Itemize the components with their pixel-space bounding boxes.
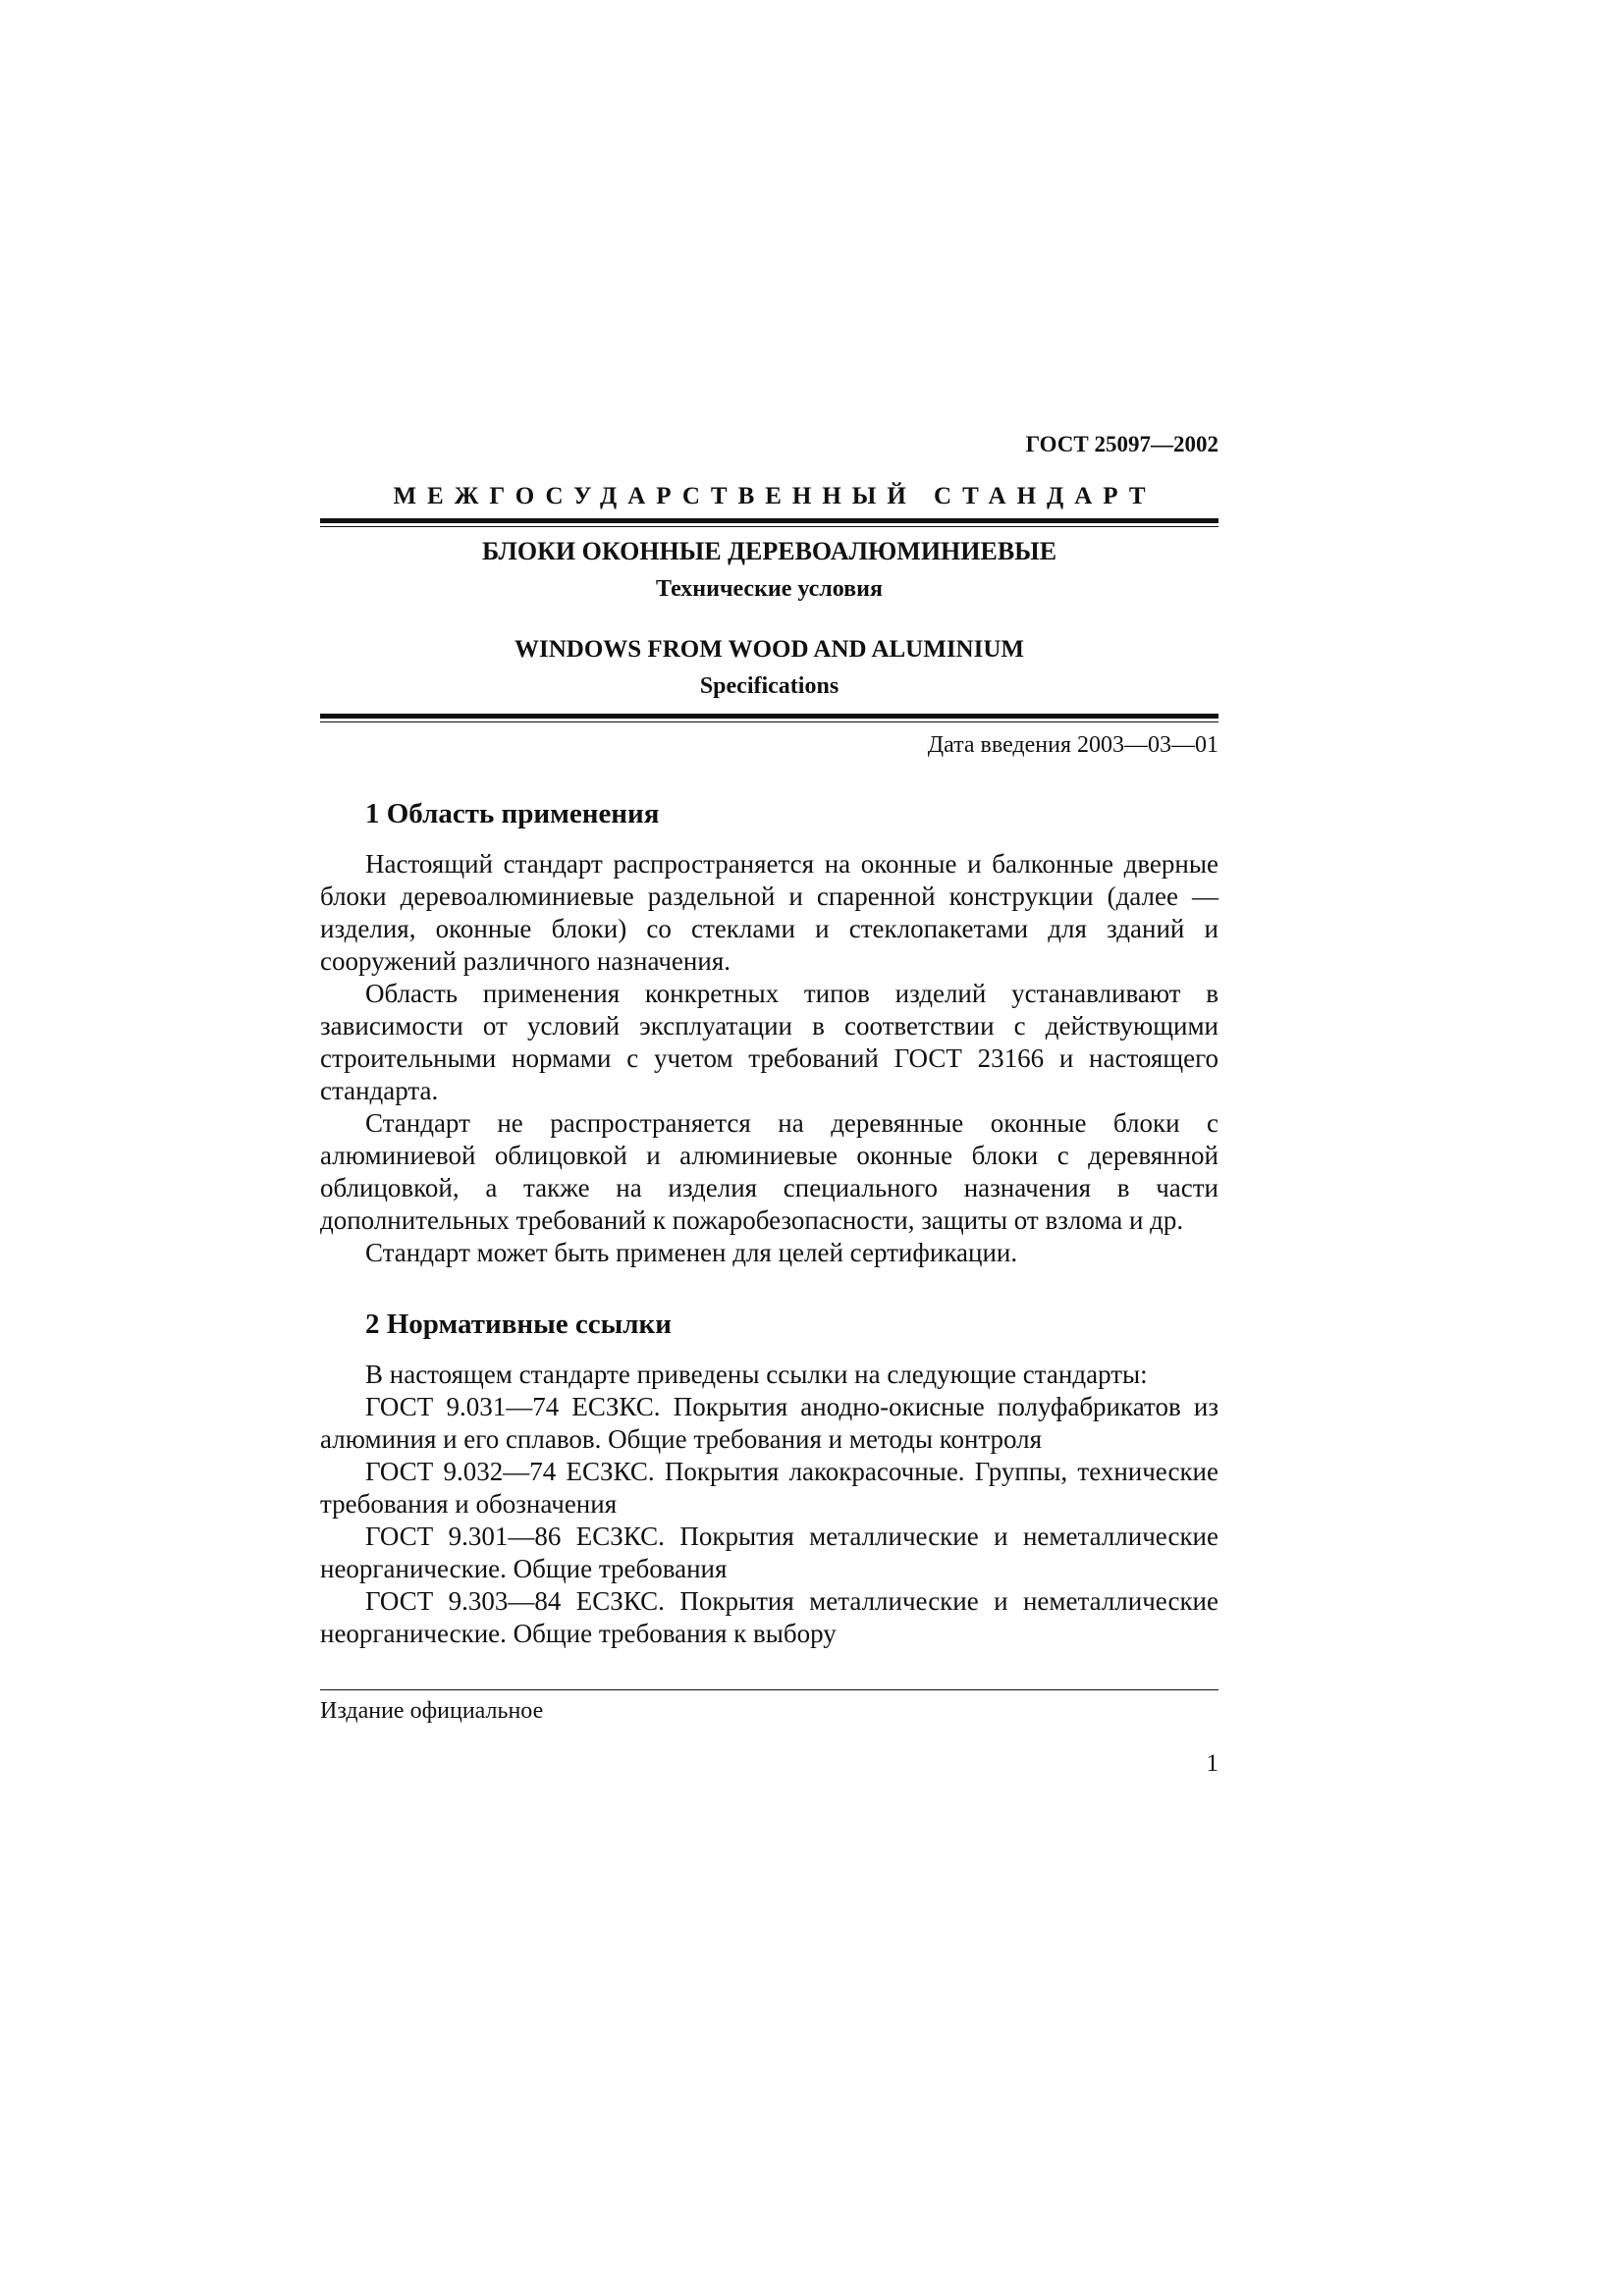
introduction-date: Дата введения 2003—03—01 [927,732,1218,758]
title-rule-thick [320,714,1218,719]
reference-item: ГОСТ 9.032—74 ЕСЗКС. Покрытия лакокрасочные. Группы, технические требования и обозначения [320,1457,1218,1519]
title-russian: БЛОКИ ОКОННЫЕ ДЕРЕВОАЛЮМИНИЕВЫЕ [481,537,1057,565]
document-page [320,432,1218,1778]
section-1-paragraph: Стандарт не распространяется на деревянные оконные блоки с алюминиевой облицовкой и алюминиевые оконные блоки с деревянной облицовкой, а также на изделия специального назначения в части дополнительных требований к пожаробезопасности, защиты от взлома и др. [320,1108,1218,1235]
header-rule-thick [320,518,1218,523]
subtitle-russian: Технические условия [656,576,883,602]
reference-item: ГОСТ 9.301—86 ЕСЗКС. Покрытия металлические и неметаллические неорганические. Общие требования [320,1522,1218,1583]
section-1-paragraph: Настоящий стандарт распространяется на оконные и балконные дверные блоки деревоалюминиевые раздельной и спаренной конструкции (далее — изделия, оконные блоки) со стеклами и стеклопакетами для зданий и сооружений различного назначения. [320,849,1218,976]
section-1-paragraph: Область применения конкретных типов изделий устанавливают в зависимости от условий эксплуатации в соответствии с действующими строительными нормами с учетом требований ГОСТ 23166 и настоящего стандарта. [320,979,1218,1105]
page-number: 1 [1206,1750,1218,1777]
title-rule-thin [320,721,1218,722]
header-rule-thin [320,526,1218,527]
subtitle-english: Specifications [699,673,839,699]
section-1-paragraph: Стандарт может быть применен для целей сертификации. [365,1238,1018,1267]
reference-item: ГОСТ 9.031—74 ЕСЗКС. Покрытия анодно-окисные полуфабрикатов из алюминия и его сплавов. Общие требования и методы контроля [320,1392,1218,1454]
section-2-lead: В настоящем стандарте приведены ссылки на следующие стандарты: [365,1360,1148,1389]
document-number: ГОСТ 25097—2002 [1025,432,1218,456]
section-2-heading: 2 Нормативные ссылки [365,1308,672,1340]
interstate-standard-label: МЕЖГОСУДАРСТВЕННЫЙ СТАНДАРТ [393,483,1157,509]
footer-rule [320,1689,1218,1690]
reference-item: ГОСТ 9.303—84 ЕСЗКС. Покрытия металлические и неметаллические неорганические. Общие требования к выбору [320,1586,1218,1648]
official-edition-note: Издание официальное [320,1698,544,1724]
title-english: WINDOWS FROM WOOD AND ALUMINIUM [514,636,1024,663]
section-1-heading: 1 Область применения [365,798,660,829]
